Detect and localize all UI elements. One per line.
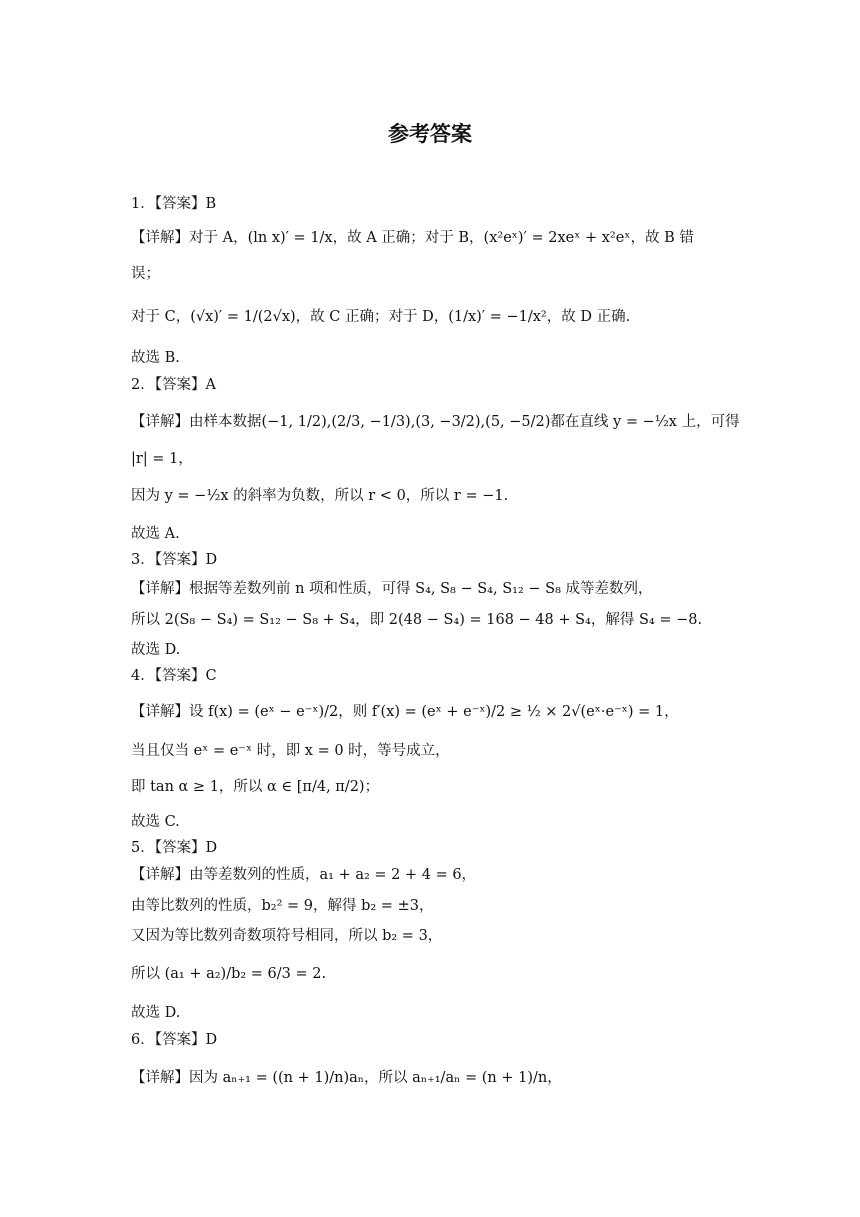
- answer-line: 【详解】由样本数据(−1, 1/2),(2/3, −1/3),(3, −3/2),(5, −5/2)都在直线 y = −½x 上，可得: [131, 414, 740, 430]
- answer-line: 误；: [131, 266, 160, 282]
- answer-line: 【详解】因为 aₙ₊₁ = ((n + 1)/n)aₙ，所以 aₙ₊₁/aₙ = (n + 1)/n，: [131, 1070, 562, 1086]
- answer-line: 【详解】对于 A，(ln x)′ = 1/x，故 A 正确；对于 B，(x²eˣ)′ = 2xeˣ + x²eˣ，故 B 错: [131, 230, 694, 246]
- answer-line: 2．【答案】A: [131, 377, 216, 393]
- page-title: 参考答案: [388, 122, 472, 146]
- answer-line: 【详解】由等差数列的性质，a₁ + a₂ = 2 + 4 = 6，: [131, 867, 477, 883]
- answer-line: 由等比数列的性质，b₂² = 9，解得 b₂ = ±3，: [131, 898, 434, 914]
- answer-line: 故选 A.: [131, 526, 180, 542]
- answer-line: 即 tan α ≥ 1，所以 α ∈ [π/4, π/2)；: [131, 779, 380, 795]
- answer-line: |r| = 1，: [131, 451, 193, 467]
- answer-line: 4．【答案】C: [131, 668, 217, 684]
- answer-line: 6．【答案】D: [131, 1032, 218, 1048]
- answer-line: 当且仅当 eˣ = e⁻ˣ 时，即 x = 0 时，等号成立，: [131, 743, 450, 759]
- answer-line: 【详解】设 f(x) = (eˣ − e⁻ˣ)/2，则 f′(x) = (eˣ + e⁻ˣ)/2 ≥ ½ × 2√(eˣ·e⁻ˣ) = 1，: [131, 704, 679, 720]
- answer-line: 故选 C.: [131, 814, 180, 830]
- answer-line: 故选 D.: [131, 642, 181, 658]
- answer-line: 所以 (a₁ + a₂)/b₂ = 6/3 = 2.: [131, 966, 327, 982]
- answer-line: 3．【答案】D: [131, 552, 218, 568]
- answer-line: 对于 C，(√x)′ = 1/(2√x)，故 C 正确；对于 D，(1/x)′ = −1/x²，故 D 正确.: [131, 309, 631, 325]
- answer-line: 5．【答案】D: [131, 840, 218, 856]
- answer-line: 所以 2(S₈ − S₄) = S₁₂ − S₈ + S₄，即 2(48 − S₄) = 168 − 48 + S₄，解得 S₄ = −8.: [131, 612, 703, 628]
- answer-line: 故选 D.: [131, 1005, 181, 1021]
- answer-line: 又因为等比数列奇数项符号相同，所以 b₂ = 3，: [131, 928, 443, 944]
- answer-line: 【详解】根据等差数列前 n 项和性质，可得 S₄, S₈ − S₄, S₁₂ − S₈ 成等差数列，: [131, 581, 653, 597]
- answer-line: 1．【答案】B: [131, 196, 217, 212]
- answer-line: 故选 B.: [131, 350, 180, 366]
- answer-line: 因为 y = −½x 的斜率为负数，所以 r < 0，所以 r = −1.: [131, 488, 509, 504]
